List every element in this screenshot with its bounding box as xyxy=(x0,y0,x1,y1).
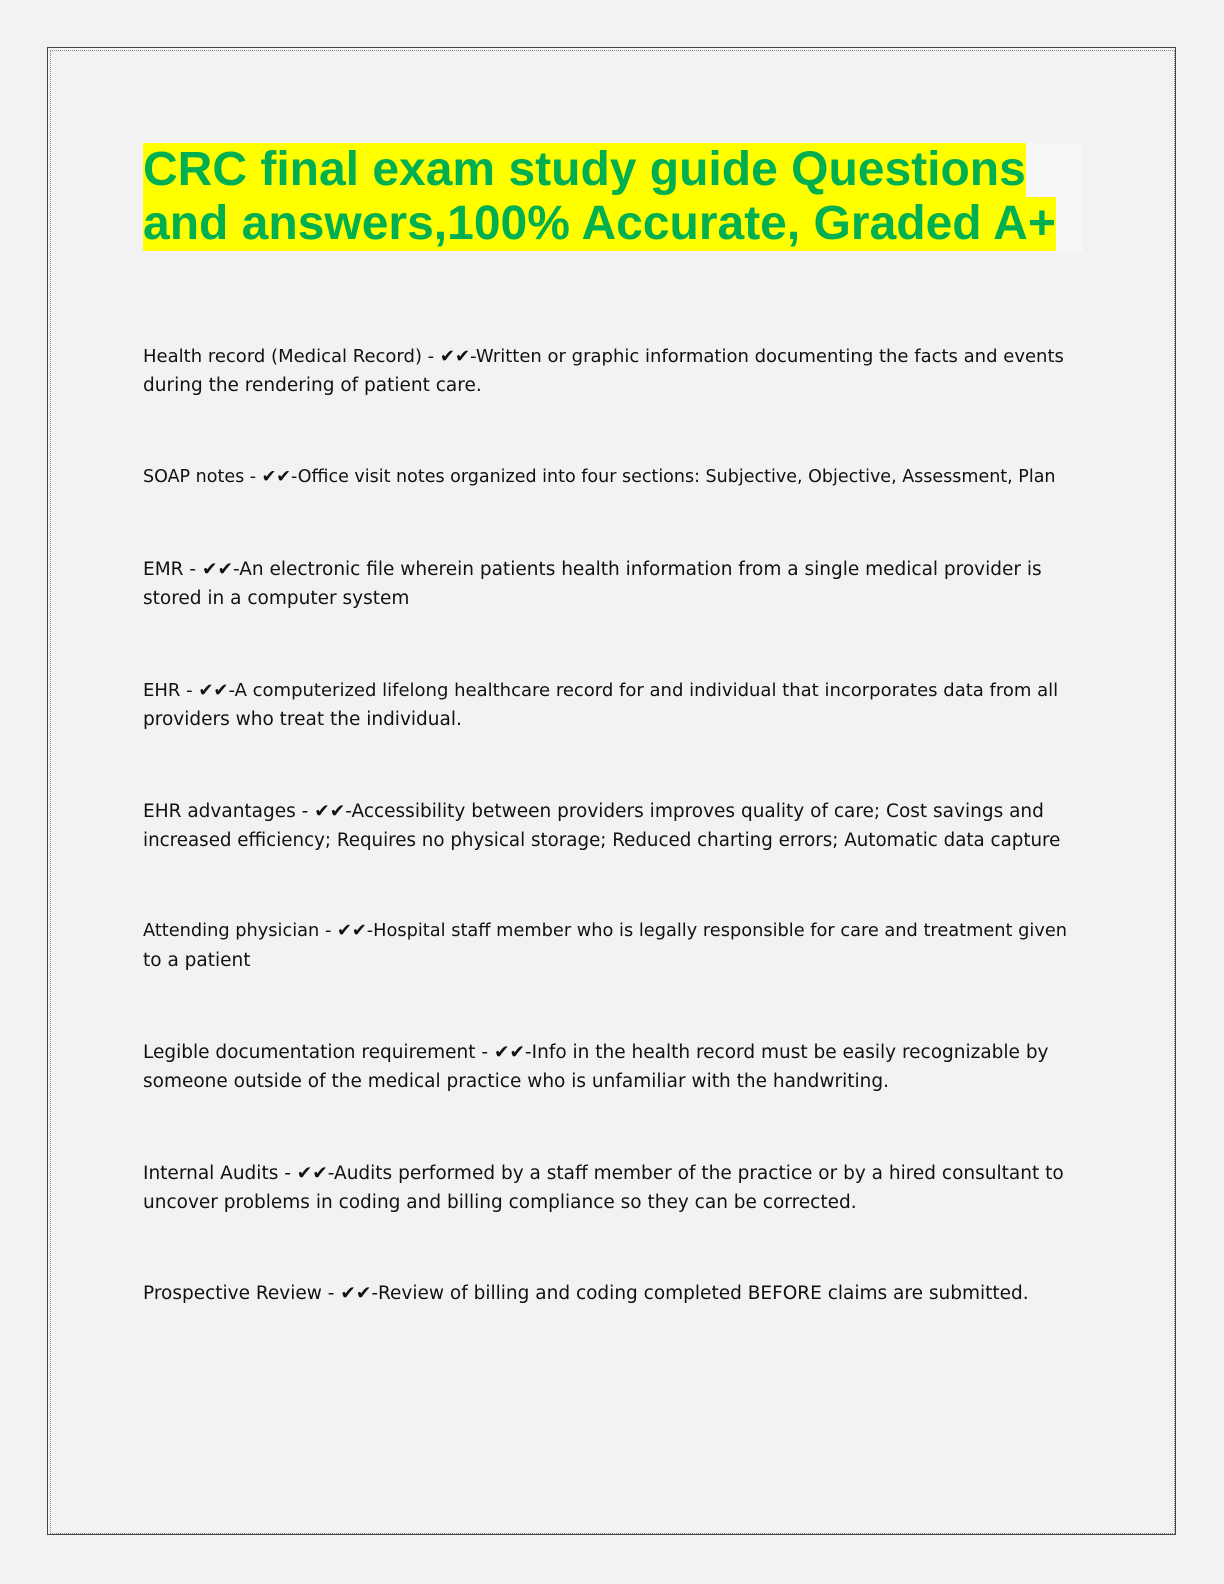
qa-entry-line: EHR - ✔✔-A computerized lifelong healthcare record for and individual that incorporates data from all xyxy=(143,680,1059,701)
qa-entry-line: uncover problems in coding and billing compliance so they can be corrected. xyxy=(143,1192,857,1213)
title-line-2: and answers,100% Accurate, Graded A+ xyxy=(143,197,1056,250)
qa-entry-line: someone outside of the medical practice who is unfamiliar with the handwriting. xyxy=(143,1071,889,1092)
qa-entry-line: EMR - ✔✔-An electronic file wherein patients health information from a single medical provider is xyxy=(143,559,1042,580)
qa-entry-line: to a patient xyxy=(143,950,251,971)
qa-entry xyxy=(143,555,1083,613)
qa-entry xyxy=(143,917,1083,975)
qa-entry-line: SOAP notes - ✔✔-Office visit notes organized into four sections: Subjective, Objective, Assessment, Plan xyxy=(143,467,1056,487)
qa-entry xyxy=(143,797,1083,855)
qa-entry-line: Attending physician - ✔✔-Hospital staff member who is legally responsible for care and treatment given xyxy=(143,921,1068,941)
qa-entry xyxy=(143,342,1083,400)
qa-entry xyxy=(143,463,1083,492)
qa-entry-line: EHR advantages - ✔✔-Accessibility between providers improves quality of care; Cost savings and xyxy=(143,801,1044,822)
page-border-inner xyxy=(50,50,1175,1534)
qa-entry-line: Prospective Review - ✔✔-Review of billing and coding completed BEFORE claims are submitted. xyxy=(143,1283,1029,1304)
qa-entry-line: increased efficiency; Requires no physical storage; Reduced charting errors; Automatic data capture xyxy=(143,830,1061,851)
qa-entry-line: stored in a computer system xyxy=(143,588,410,609)
qa-entry-line: Internal Audits - ✔✔-Audits performed by a staff member of the practice or by a hired consultant to xyxy=(143,1163,1064,1184)
qa-entry xyxy=(143,676,1083,734)
qa-entry-line: during the rendering of patient care. xyxy=(143,375,482,396)
qa-entry xyxy=(143,1279,1083,1308)
qa-entry-line: providers who treat the individual. xyxy=(143,709,462,730)
qa-entry xyxy=(143,1038,1083,1096)
qa-entry-line: Health record (Medical Record) - ✔✔-Written or graphic information documenting the facts and events xyxy=(143,346,1064,367)
qa-entry xyxy=(143,1159,1083,1217)
title-line-1: CRC final exam study guide Questions xyxy=(143,143,1026,196)
document-title xyxy=(143,143,1083,252)
qa-entry-line: Legible documentation requirement - ✔✔-Info in the health record must be easily recognizable by xyxy=(143,1042,1049,1063)
